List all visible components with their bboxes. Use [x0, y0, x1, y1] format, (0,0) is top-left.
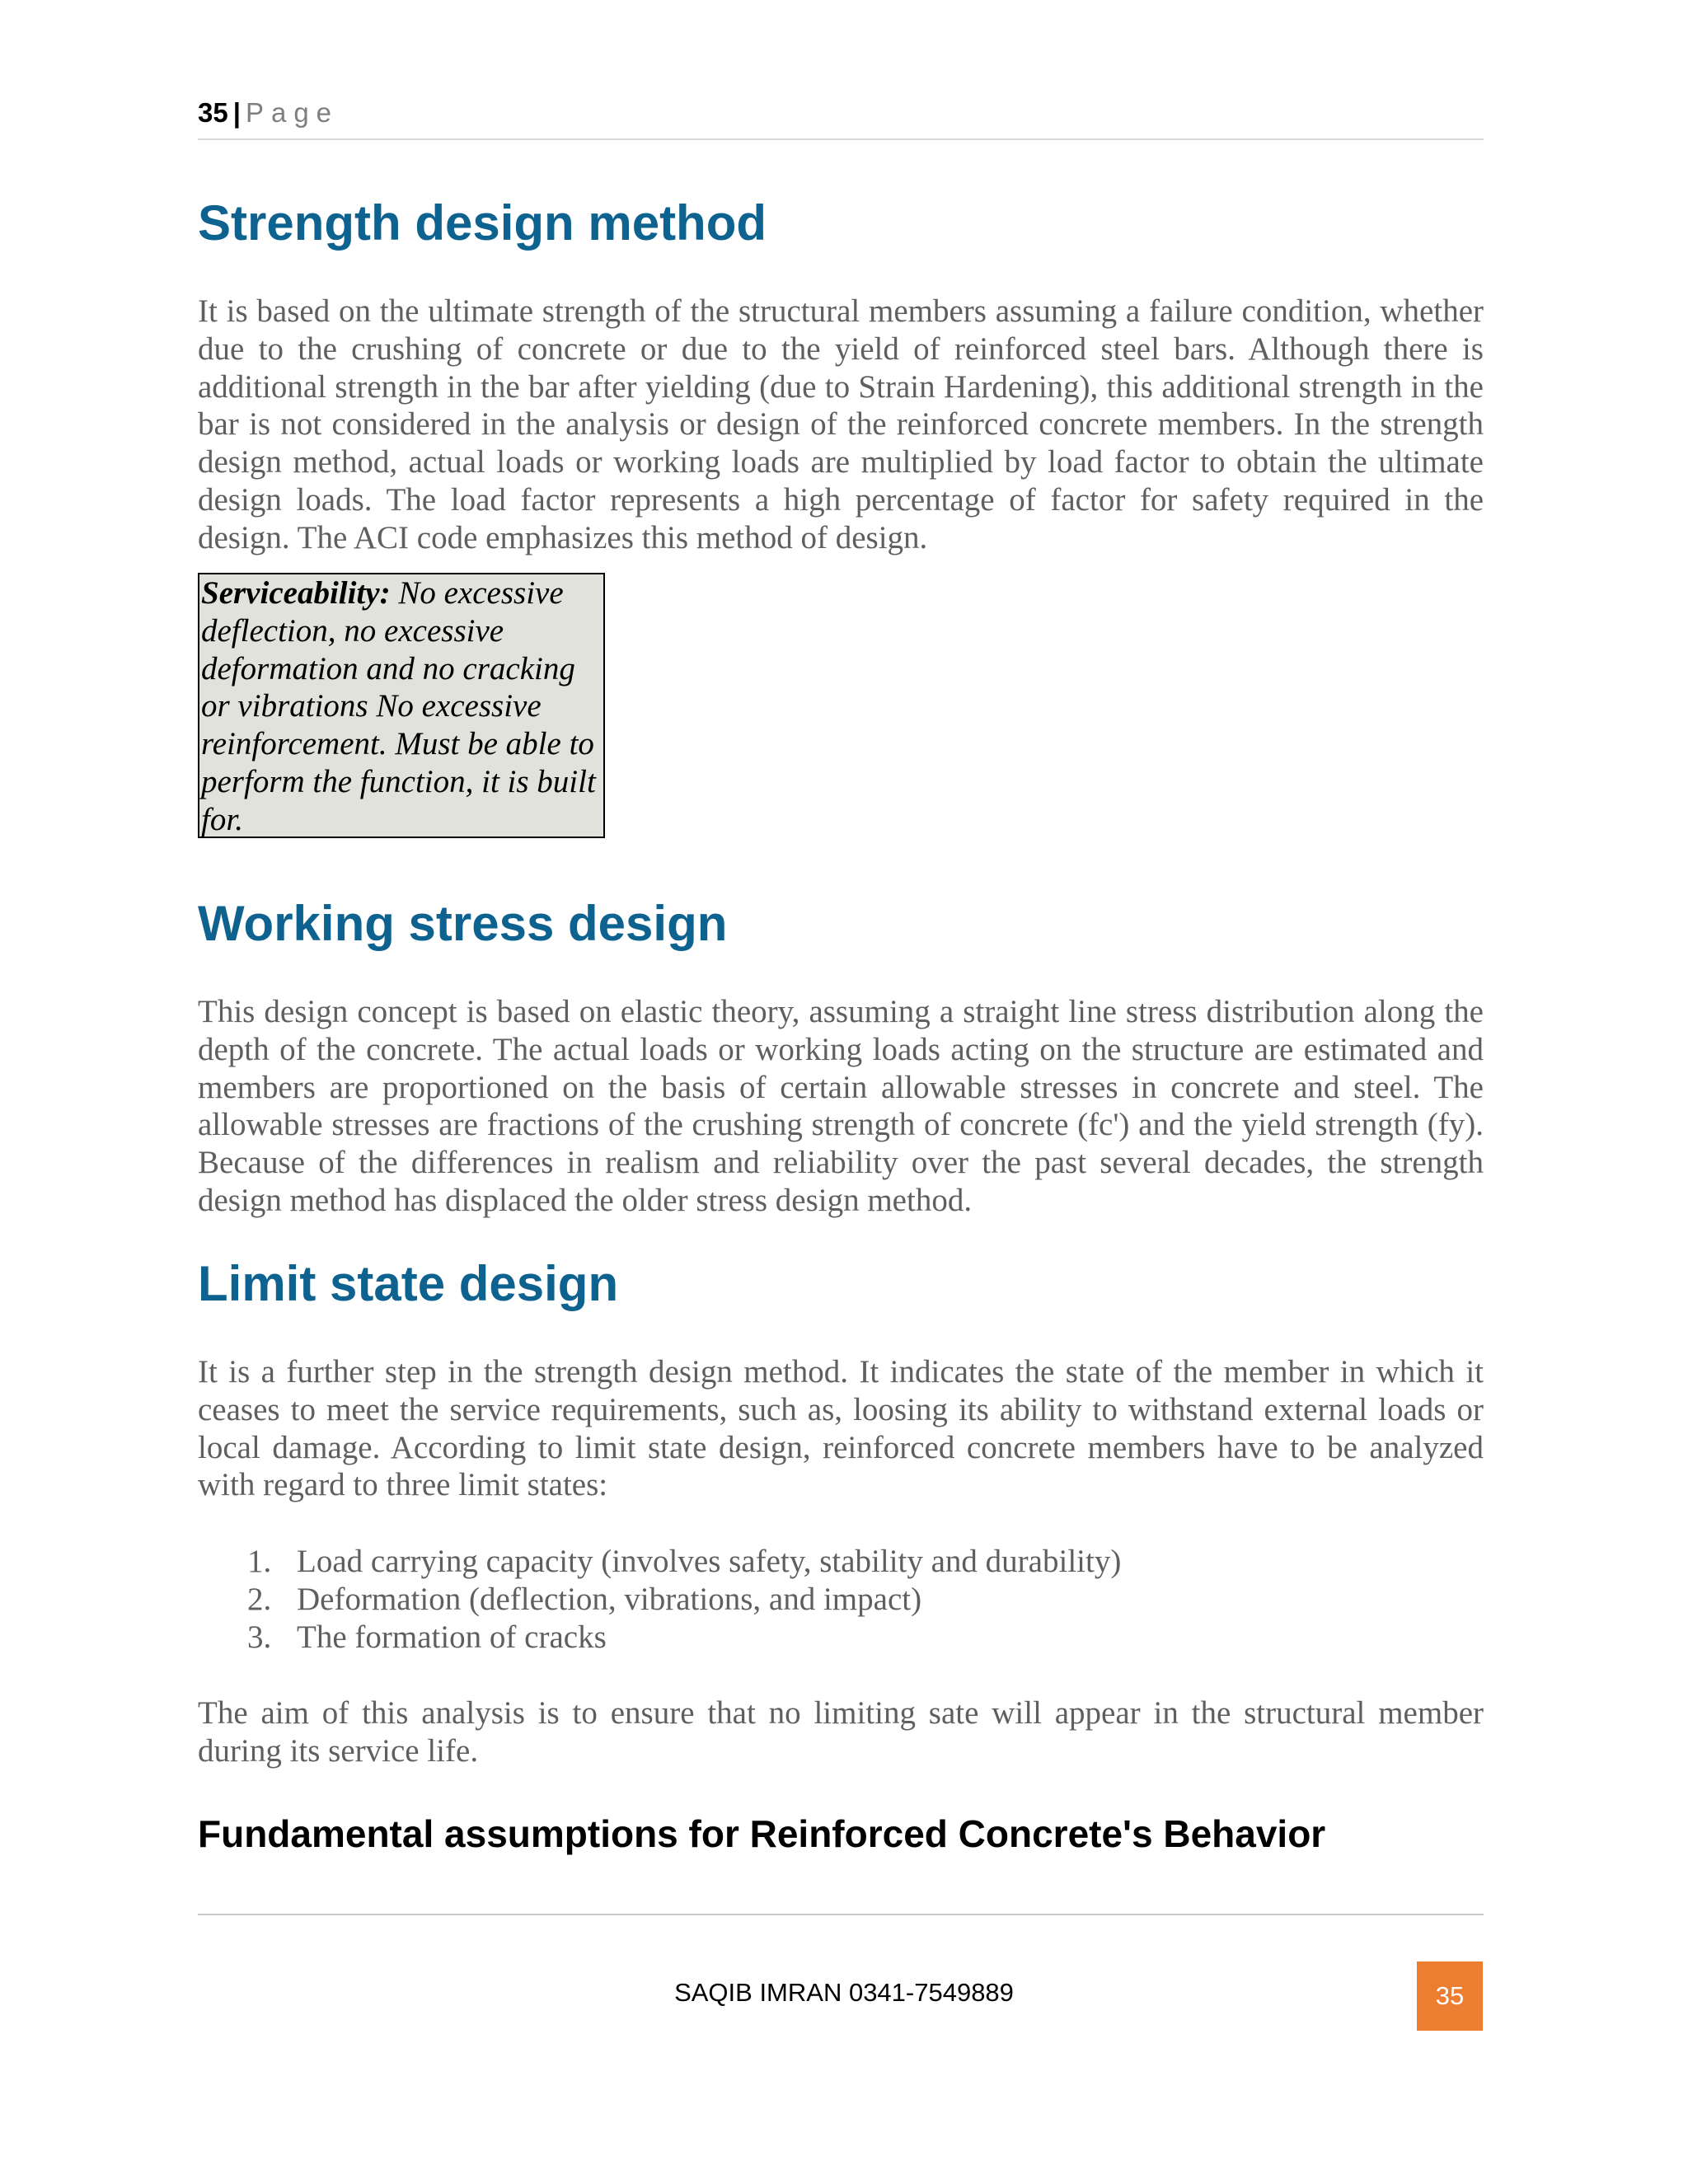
list-item-number: 3.: [247, 1619, 272, 1655]
list-item-text: The formation of cracks: [297, 1619, 607, 1655]
list-item-number: 2.: [247, 1581, 272, 1617]
list-item-number: 1.: [247, 1544, 272, 1579]
paragraph-limit-state: It is a further step in the strength design method. It indicates the state of the member in which it ceases to meet the service requirements, such as, loosing its ability to withstand external loads or local damage. According to limit state design, reinforced concrete members have to be analyzed with regard to three limit states:: [198, 1354, 1484, 1503]
header-page-number: 35: [198, 97, 228, 128]
paragraph-strength-design: It is based on the ultimate strength of the structural members assuming a failure condition, whether due to the crushing of concrete or due to the yield of reinforced steel bars. Although there is additional strength in the bar after yielding (due to Strain Hardening), this additional strength in the bar is not considered in the analysis or design of the reinforced concrete members. In the strength design method, actual loads or working loads are multiplied by load factor to obtain the ultimate design loads. The load factor represents a high percentage of factor for safety required in the design. The ACI code emphasizes this method of design.: [198, 293, 1484, 555]
page-header: [198, 97, 1484, 140]
paragraph-limit-conclusion: The aim of this analysis is to ensure that no limiting sate will appear in the structural member during its service life.: [198, 1695, 1484, 1769]
list-item-text: Load carrying capacity (involves safety, stability and durability): [297, 1544, 1122, 1579]
serviceability-callout: [198, 573, 605, 838]
footer-author: SAQIB IMRAN 0341-7549889: [674, 1978, 1014, 2007]
paragraph-working-stress: This design concept is based on elastic theory, assuming a straight line stress distribution along the depth of the concrete. The actual loads or working loads acting on the structure are estimated and members are proportioned on the basis of certain allowable stresses in concrete and steel. The allowable stresses are fractions of the crushing strength of concrete (fc') and the yield strength (fy). Because of the differences in realism and reliability over the past several decades, the strength design method has displaced the older stress design method.: [198, 994, 1484, 1218]
heading-limit-state: Limit state design: [198, 1256, 619, 1311]
footer-divider: [198, 1914, 1484, 1915]
list-item: [247, 1619, 1121, 1657]
limit-states-list: [247, 1543, 1121, 1656]
heading-strength-design: Strength design method: [198, 195, 767, 251]
heading-working-stress: Working stress design: [198, 896, 728, 951]
callout-label: Serviceability:: [201, 575, 391, 611]
callout-text: No excessive deflection, no excessive deformation and no cracking or vibrations No excessive reinforcement. Must be able to perform the function, it is built for.: [201, 575, 596, 837]
heading-fundamental-assumptions: Fundamental assumptions for Reinforced Concrete's Behavior: [198, 1812, 1326, 1855]
list-item-text: Deformation (deflection, vibrations, and impact): [297, 1581, 922, 1617]
page-number-badge: 35: [1417, 1961, 1483, 2031]
list-item: [247, 1543, 1121, 1581]
header-page-word: Page: [245, 97, 340, 128]
list-item: [247, 1581, 1121, 1619]
header-separator: |: [232, 97, 241, 128]
